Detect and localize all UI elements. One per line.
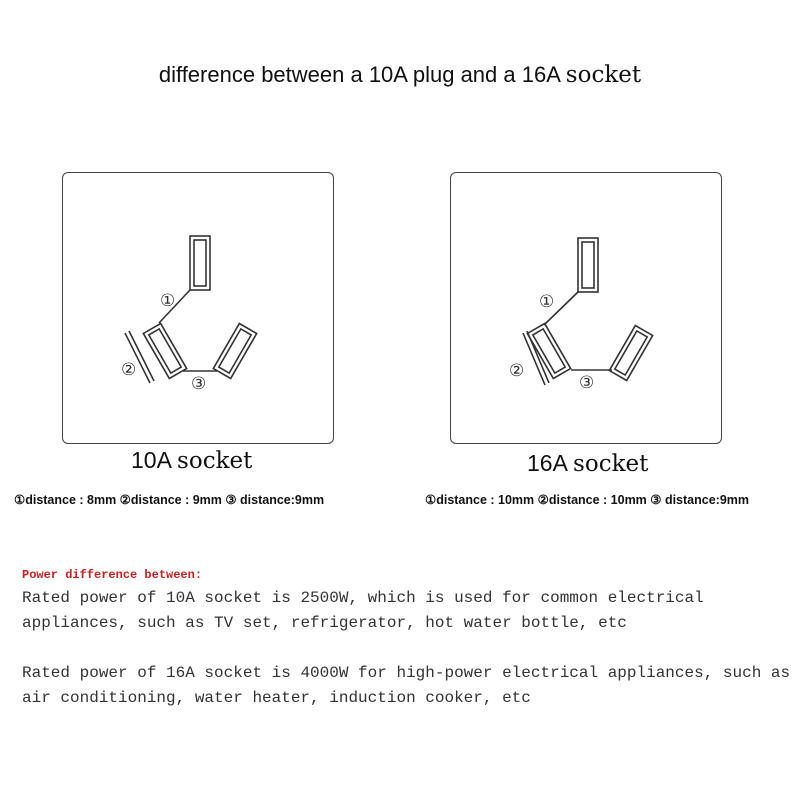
caption-word: socket bbox=[177, 448, 253, 474]
power-difference-heading: Power difference between: bbox=[22, 568, 203, 582]
socket-10a-panel bbox=[62, 172, 334, 444]
earth-pin-slot bbox=[578, 238, 598, 292]
live-pin-slot bbox=[527, 323, 570, 378]
neutral-pin-slot bbox=[609, 325, 652, 380]
marker-2: ② bbox=[121, 360, 137, 380]
marker-3: ③ bbox=[191, 374, 207, 394]
caption-rating: 10A bbox=[131, 447, 171, 473]
socket-16a-caption bbox=[527, 450, 648, 477]
paragraph-10a: Rated power of 10A socket is 2500W, which is used for common electrical appliances, such as TV set, refrigerator, hot water bottle, etc bbox=[22, 589, 704, 632]
caption-word: socket bbox=[573, 451, 649, 477]
socket-16a-diagram bbox=[451, 173, 723, 445]
live-pin-slot bbox=[143, 323, 186, 378]
socket-16a-distances: ①distance : 10mm ②distance : 10mm ③ distance:9mm bbox=[425, 493, 750, 507]
diagram-title bbox=[0, 62, 800, 88]
marker-1: ① bbox=[160, 291, 176, 311]
socket-10a-distances: ①distance : 8mm ②distance : 9mm ③ distance:9mm bbox=[14, 493, 325, 507]
marker-1: ① bbox=[539, 292, 555, 312]
paragraph-16a: Rated power of 16A socket is 4000W for high-power electrical appliances, such as air conditioning, water heater, induction cooker, etc bbox=[22, 664, 791, 707]
socket-10a-caption bbox=[131, 447, 252, 474]
earth-pin-slot-inner bbox=[582, 242, 594, 288]
socket-10a-diagram bbox=[63, 173, 335, 445]
caption-rating: 16A bbox=[527, 450, 567, 476]
socket-16a-panel bbox=[450, 172, 722, 444]
earth-pin-slot-inner bbox=[194, 240, 206, 286]
marker-2: ② bbox=[509, 361, 525, 381]
earth-pin-slot bbox=[190, 236, 210, 290]
marker-3: ③ bbox=[579, 373, 595, 393]
title-text: difference between a 10A plug and a 16A bbox=[158, 62, 560, 87]
neutral-pin-slot bbox=[213, 323, 256, 378]
title-word: socket bbox=[565, 62, 642, 88]
